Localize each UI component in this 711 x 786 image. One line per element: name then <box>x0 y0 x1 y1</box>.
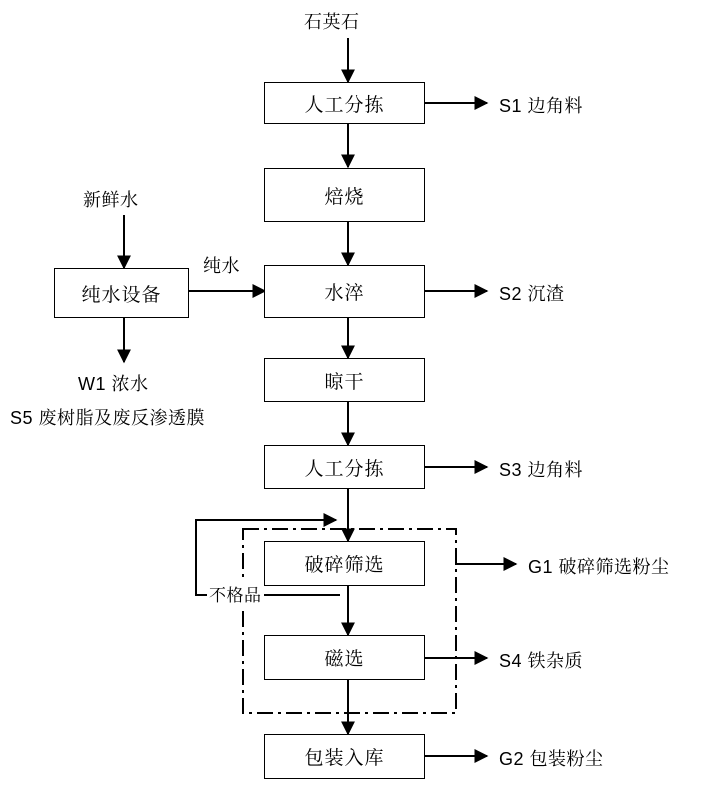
box-label: 晾干 <box>324 371 365 393</box>
process-box-roasting[interactable] <box>264 168 425 222</box>
output-g2: G2 包装粉尘 <box>499 749 604 769</box>
output-s5: S5 废树脂及废反渗透膜 <box>10 408 206 428</box>
box-label: 破碎筛选 <box>304 555 385 576</box>
input-raw-material: 石英石 <box>304 12 360 32</box>
process-box-manual-sort-2[interactable] <box>264 445 425 489</box>
process-box-packaging-storage[interactable] <box>264 734 425 779</box>
box-label: 纯水设备 <box>81 284 162 306</box>
box-label: 焙烧 <box>324 186 365 208</box>
process-box-manual-sort-1[interactable] <box>264 82 425 124</box>
process-box-water-quench[interactable] <box>264 265 425 318</box>
output-w1: W1 浓水 <box>78 374 149 394</box>
process-box-pure-water-equipment[interactable] <box>54 268 189 318</box>
output-s2: S2 沉渣 <box>499 284 565 304</box>
output-s4: S4 铁杂质 <box>499 651 584 671</box>
flow-label-pure-water: 纯水 <box>203 256 240 276</box>
process-box-crush-screen[interactable] <box>264 541 425 586</box>
box-label: 水淬 <box>324 283 365 304</box>
box-label: 人工分拣 <box>304 94 385 116</box>
box-label: 人工分拣 <box>304 458 385 480</box>
output-s1: S1 边角料 <box>499 96 584 116</box>
box-label: 包装入库 <box>304 748 385 769</box>
flow-label-reject: 不格品 <box>207 581 264 606</box>
input-fresh-water: 新鲜水 <box>83 190 139 210</box>
output-g1: G1 破碎筛选粉尘 <box>528 557 670 577</box>
process-box-magnetic-separation[interactable] <box>264 635 425 680</box>
process-box-drying[interactable] <box>264 358 425 402</box>
output-s3: S3 边角料 <box>499 460 584 480</box>
box-label: 磁选 <box>324 649 365 670</box>
